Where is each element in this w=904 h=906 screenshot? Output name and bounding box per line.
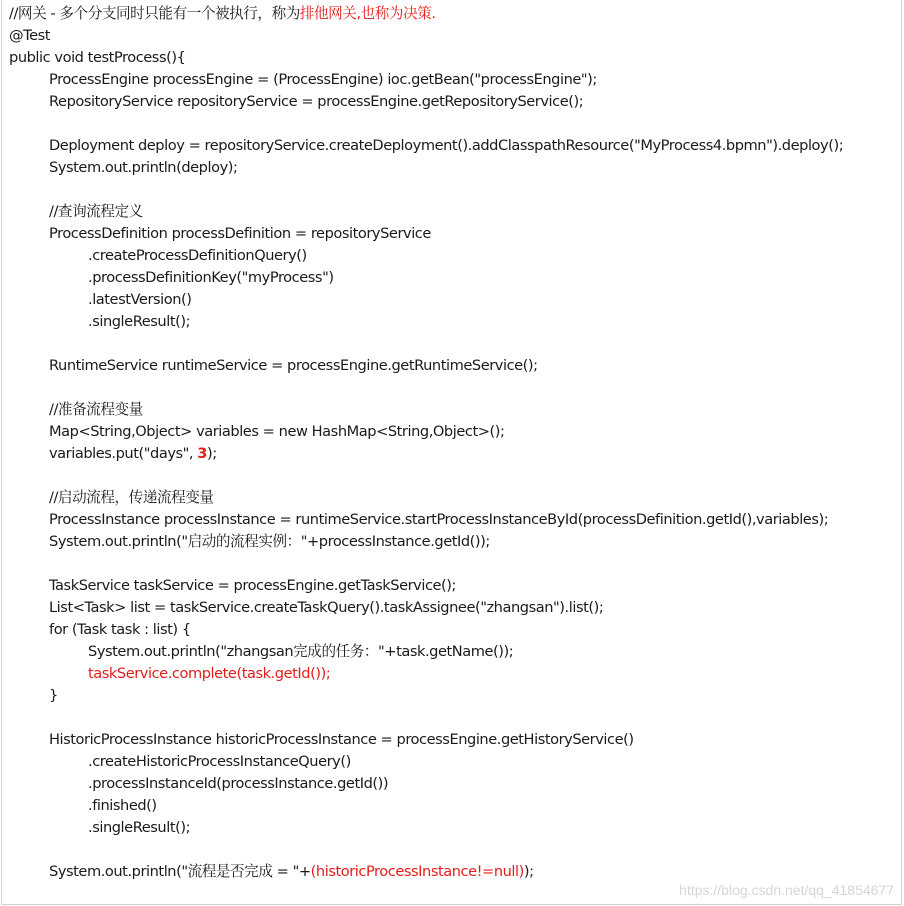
code-line [9,531,899,553]
code-line [9,773,899,795]
code-line [9,399,899,421]
code-segment: ProcessEngine processEngine = (ProcessEngine) ioc.getBean("processEngine"); [49,71,597,88]
code-line [9,817,899,839]
code-segment: .processInstanceId(processInstance.getId()) [88,775,389,792]
blank-line [9,465,899,487]
blank-line [9,333,899,355]
code-line [9,3,899,25]
code-line [9,795,899,817]
code-segment: .finished() [88,797,157,814]
blank-line [9,377,899,399]
code-segment: ); [523,863,534,880]
document-frame [1,0,902,905]
code-line [9,861,899,883]
code-line [9,157,899,179]
code-line [9,311,899,333]
code-line [9,355,899,377]
code-segment: .createHistoricProcessInstanceQuery() [88,753,351,770]
code-line [9,91,899,113]
blank-line [9,179,899,201]
blank-line [9,553,899,575]
code-segment: } [49,687,58,704]
code-segment: TaskService taskService = processEngine.getTaskService(); [49,577,457,594]
code-segment: ProcessInstance processInstance = runtimeService.startProcessInstanceById(processDefinition.getId(),variables); [49,511,829,528]
code-segment: Map<String,Object> variables = new HashMap<String,Object>(); [49,423,505,440]
code-segment: .singleResult(); [88,313,191,330]
code-segment: .createProcessDefinitionQuery() [88,247,307,264]
code-line [9,25,899,47]
code-segment: Deployment deploy = repositoryService.createDeployment().addClasspathResource("MyProcess4.bpmn").deploy(); [49,137,844,154]
code-segment: System.out.println(deploy); [49,159,238,176]
code-segment: System.out.println("流程是否完成 = "+ [49,863,311,880]
code-segment: .latestVersion() [88,291,192,308]
code-segment: System.out.println("zhangsan完成的任务："+task.getName()); [88,643,514,660]
code-segment: System.out.println("启动的流程实例："+processInstance.getId()); [49,533,490,550]
code-line [9,223,899,245]
watermark: https://blog.csdn.net/qq_41854677 [679,882,894,898]
code-line [9,685,899,707]
code-segment: .singleResult(); [88,819,191,836]
code-segment: public void testProcess(){ [9,49,186,66]
code-line [9,641,899,663]
code-line [9,201,899,223]
code-segment: //准备流程变量 [49,401,143,418]
code-line [9,267,899,289]
code-line [9,509,899,531]
code-segment: ); [207,445,217,462]
blank-line [9,839,899,861]
code-line [9,443,899,465]
code-segment: 排他网关,也称为决策. [299,5,436,22]
code-segment: HistoricProcessInstance historicProcessInstance = processEngine.getHistoryService() [49,731,634,748]
code-segment: //启动流程，传递流程变量 [49,489,214,506]
code-block [9,3,899,883]
code-line [9,597,899,619]
code-segment: List<Task> list = taskService.createTaskQuery().taskAssignee("zhangsan").list(); [49,599,604,616]
code-segment: (historicProcessInstance!=null) [310,863,524,880]
code-segment: @Test [9,27,51,44]
code-line [9,575,899,597]
code-line [9,619,899,641]
code-line [9,487,899,509]
blank-line [9,707,899,729]
code-segment: //网关 - 多个分支同时只能有一个被执行，称为 [9,5,300,22]
code-segment: taskService.complete(task.getId()); [88,665,331,682]
code-line [9,751,899,773]
code-segment: .processDefinitionKey("myProcess") [88,269,334,286]
code-segment: 3 [197,445,208,462]
code-line [9,47,899,69]
code-line [9,421,899,443]
code-line [9,245,899,267]
code-segment: variables.put("days", [49,445,198,462]
code-line [9,69,899,91]
code-line [9,135,899,157]
code-segment: //查询流程定义 [49,203,143,220]
code-segment: ProcessDefinition processDefinition = repositoryService [49,225,431,242]
code-segment: RepositoryService repositoryService = processEngine.getRepositoryService(); [49,93,584,110]
code-segment: for (Task task : list) { [49,621,191,638]
code-line [9,663,899,685]
blank-line [9,113,899,135]
code-line [9,289,899,311]
code-segment: RuntimeService runtimeService = processEngine.getRuntimeService(); [49,357,538,374]
code-line [9,729,899,751]
